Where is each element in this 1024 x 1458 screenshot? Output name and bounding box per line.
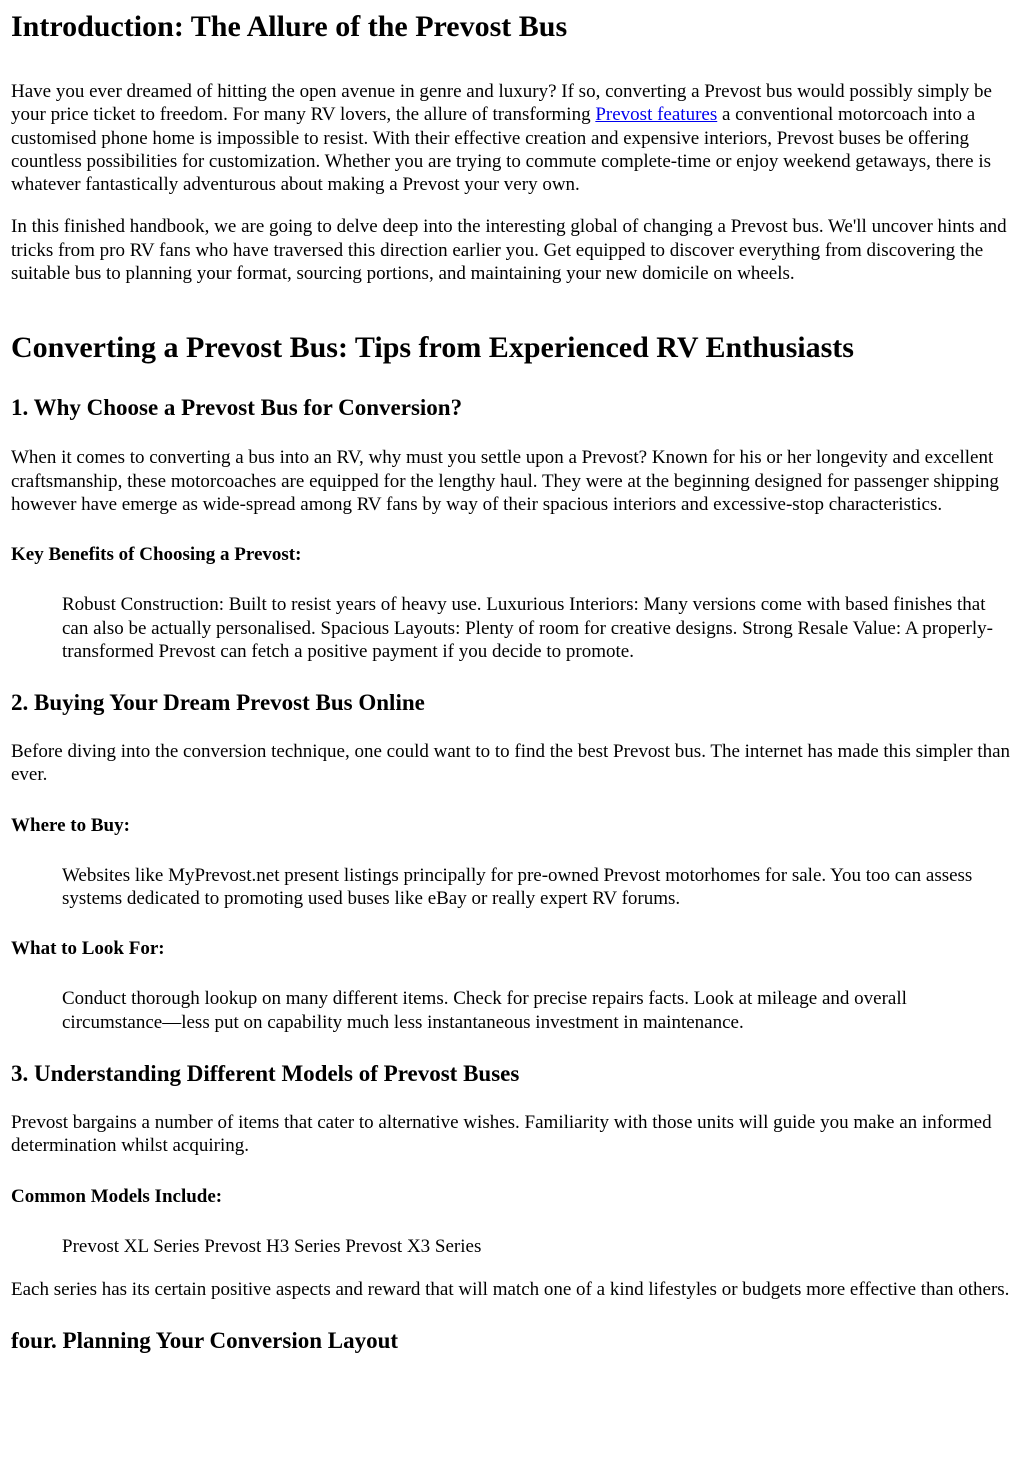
section-1-subheading: Key Benefits of Choosing a Prevost: — [11, 544, 302, 566]
what-to-look-for-list: Conduct thorough lookup on many different items. Check for precise repairs facts. Look at mileage and overall circumstance—less put on capability much less instantaneous investment in maintenance. — [62, 988, 907, 1033]
section-3-paragraph: Prevost bargains a number of items that cater to alternative wishes. Familiarity with those units will guide you make an informed determination whilst acquiring. — [11, 1111, 992, 1157]
section-2-paragraph: Before diving into the conversion technique, one could want to to find the best Prevost bus. The internet has made this simpler than ever. — [11, 741, 1011, 786]
intro-paragraph-2: In this finished handbook, we are going to delve deep into the interesting global of changing a Prevost bus. We'll uncover hints and tricks from pro RV fans who have traversed this direction earlier you. Get equipped to discover everything from discovering the suitable bus to planning your format, sourcing portions, and maintaining your new domicile on wheels. — [11, 216, 1007, 285]
intro-paragraph-1-text-end: a conventional motorcoach into a customised phone home is impossible to resist. With their effective creation and expensive interiors, Prevost buses be offering countless possibilities for customization. Whether you are trying to commute complete-time or enjoy weekend getaways, there is whatever fantastically adventurous about making a Prevost your very own. — [11, 104, 991, 196]
where-to-buy-subheading: Where to Buy: — [11, 814, 130, 836]
where-to-buy-list: Websites like MyPrevost.net present listings principally for pre-owned Prevost motorhomes for sale. You too can assess systems dedicated to promoting used buses like eBay or really expert RV forums. — [62, 864, 973, 910]
section-3-heading: 3. Understanding Different Models of Prevost Buses — [11, 1060, 520, 1086]
section-1-heading: 1. Why Choose a Prevost Bus for Conversion? — [11, 395, 463, 421]
section-4-heading: four. Planning Your Conversion Layout — [11, 1328, 399, 1354]
common-models-list: Prevost XL Series Prevost H3 Series Prevost X3 Series — [62, 1235, 482, 1257]
common-models-subheading: Common Models Include: — [11, 1185, 223, 1207]
intro-title: Introduction: The Allure of the Prevost Bus — [11, 10, 568, 43]
section-1-benefits-list: Robust Construction: Built to resist years of heavy use. Luxurious Interiors: Many versions come with based finishes that can also be actually personalised. Spacious Layouts: Plenty of room for creative designs. Strong Resale Value: A properly-transformed Prevost can fetch a positive payment if you decide to promote. — [62, 594, 993, 662]
prevost-features-link[interactable]: Prevost features — [595, 104, 718, 126]
section-1-paragraph: When it comes to converting a bus into an RV, why must you settle upon a Prevost? Known for his or her longevity and excellent craftsmanship, these motorcoaches are equipped for the lengthy haul. They were at the beginning designed for passenger shipping however have emerge as wide-spread among RV fans by way of their spacious interiors and excessive-stop characteristics. — [11, 447, 999, 515]
intro-paragraph-1-text-start: Have you ever dreamed of hitting the open avenue in genre and luxury? If so, converting a Prevost bus would possibly simply be your price ticket to freedom. For many RV lovers, the allure of transforming — [11, 81, 992, 126]
main-title: Converting a Prevost Bus: Tips from Experienced RV Enthusiasts — [11, 331, 854, 365]
what-to-look-for-subheading: What to Look For: — [11, 938, 165, 960]
intro-paragraph-1 — [11, 80, 1014, 196]
section-2-heading: 2. Buying Your Dream Prevost Bus Online — [11, 690, 425, 716]
section-3-closing-paragraph: Each series has its certain positive aspects and reward that will match one of a kind lifestyles or budgets more effective than others. — [11, 1278, 1010, 1300]
article — [0, 10, 1024, 1355]
